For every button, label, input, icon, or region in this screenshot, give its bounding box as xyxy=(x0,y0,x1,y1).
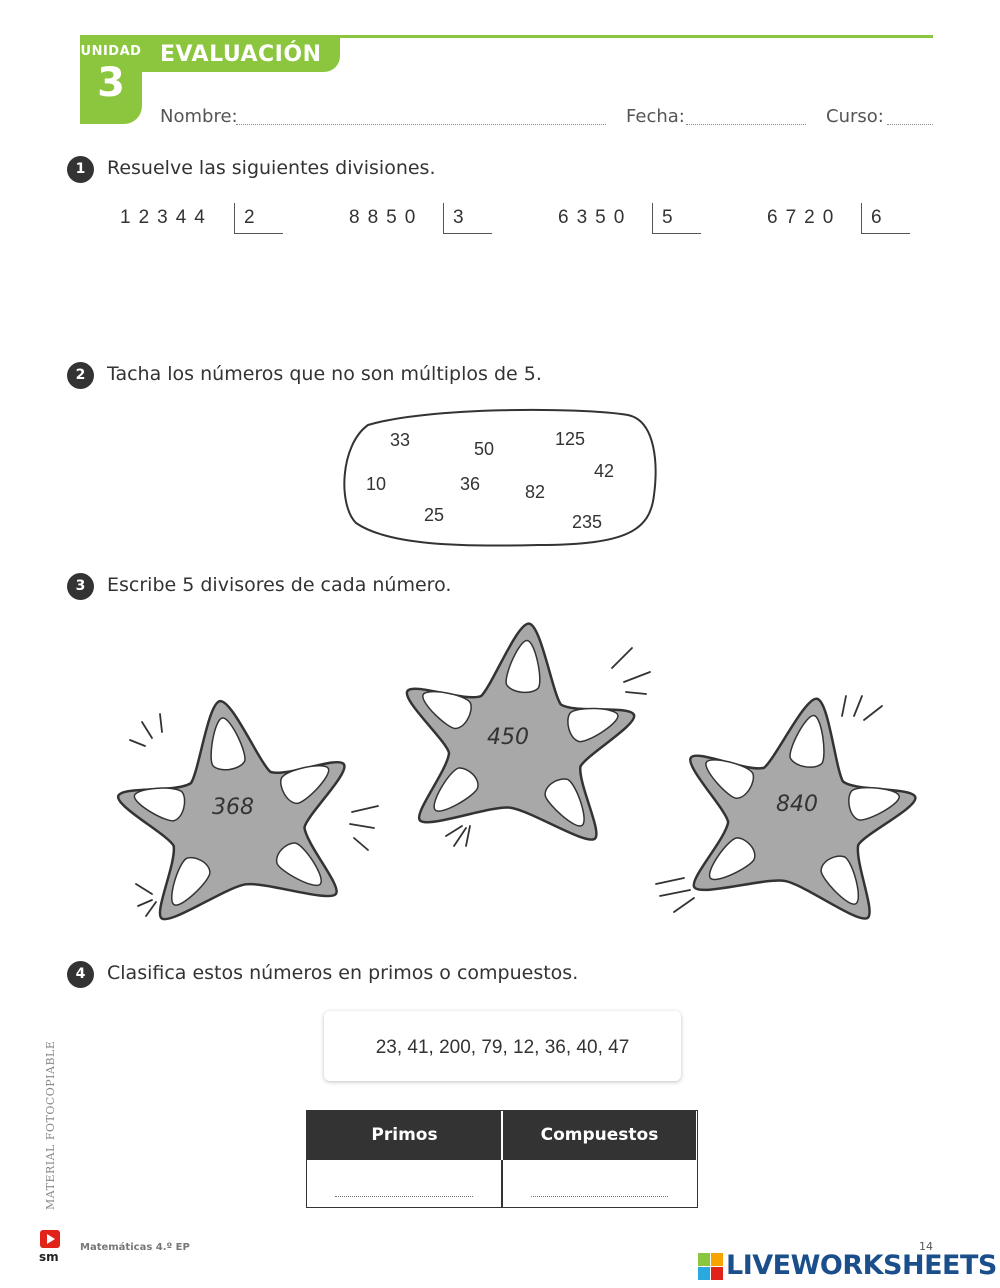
unit-number: 3 xyxy=(97,60,125,106)
table-header-compuestos: Compuestos xyxy=(503,1111,696,1160)
blob-number[interactable]: 42 xyxy=(594,461,615,481)
title-tab xyxy=(142,38,340,72)
division-divisor: 6 xyxy=(871,207,882,228)
blob-number[interactable]: 25 xyxy=(424,505,445,525)
division-divisor: 2 xyxy=(244,207,255,228)
division-divisor: 5 xyxy=(662,207,673,228)
side-note: MATERIAL FOTOCOPIABLE xyxy=(44,1040,57,1210)
date-label: Fecha: xyxy=(626,106,685,127)
question-text-4: Clasifica estos números en primos o compuestos. xyxy=(107,962,579,984)
star-number-368: 368 xyxy=(212,795,254,820)
division-box-2[interactable] xyxy=(443,203,492,234)
date-field[interactable] xyxy=(686,124,806,125)
primos-answer-cell[interactable] xyxy=(307,1160,501,1207)
sm-logo-icon xyxy=(38,1228,64,1264)
question-number-4: 4 xyxy=(67,961,94,988)
division-box-3[interactable] xyxy=(652,203,701,234)
answer-line xyxy=(335,1196,473,1197)
star-number-840: 840 xyxy=(776,792,818,817)
question-text-3: Escribe 5 divisores de cada número. xyxy=(107,574,452,596)
liveworksheets-logo-icon xyxy=(698,1252,724,1282)
division-box-1[interactable] xyxy=(234,203,283,234)
publisher-label: sm xyxy=(39,1250,59,1264)
numbers-note xyxy=(324,1011,681,1081)
table-header-primos: Primos xyxy=(307,1111,502,1160)
question-number-1: 1 xyxy=(67,156,94,183)
name-label: Nombre: xyxy=(160,106,238,127)
course-field[interactable] xyxy=(887,124,933,125)
blob-number[interactable]: 36 xyxy=(460,474,481,494)
course-label: Curso: xyxy=(826,106,884,127)
classify-table xyxy=(306,1110,698,1208)
division-dividend-1: 12344 xyxy=(120,207,213,228)
question-text-1: Resuelve las siguientes divisiones. xyxy=(107,157,436,179)
division-box-4[interactable] xyxy=(861,203,910,234)
blob-number[interactable]: 10 xyxy=(366,474,387,494)
name-field[interactable] xyxy=(236,124,606,125)
compuestos-answer-cell[interactable] xyxy=(503,1160,696,1207)
question-text-2: Tacha los números que no son múltiplos de 5. xyxy=(107,363,542,385)
brand-name[interactable]: LIVEWORKSHEETS xyxy=(726,1250,997,1281)
division-divisor: 3 xyxy=(453,207,464,228)
blob-number[interactable]: 50 xyxy=(474,439,495,459)
page-number: 14 xyxy=(919,1240,933,1253)
book-title: Matemáticas 4.º EP xyxy=(80,1242,190,1253)
blob-number[interactable]: 33 xyxy=(390,430,411,450)
blob-number[interactable]: 125 xyxy=(555,429,586,449)
division-dividend-3: 6350 xyxy=(558,207,633,228)
classify-numbers: 23, 41, 200, 79, 12, 36, 40, 47 xyxy=(375,1037,630,1058)
answer-line xyxy=(531,1196,668,1197)
blob-number[interactable]: 82 xyxy=(525,482,546,502)
question-number-3: 3 xyxy=(67,573,94,600)
division-dividend-2: 8850 xyxy=(349,207,424,228)
blob-number[interactable]: 235 xyxy=(572,512,603,532)
unit-label: UNIDAD xyxy=(80,44,142,59)
unit-badge xyxy=(80,38,142,124)
division-dividend-4: 6720 xyxy=(767,207,842,228)
star-number-450: 450 xyxy=(487,725,529,750)
question-number-2: 2 xyxy=(67,362,94,389)
page-title: EVALUACIÓN xyxy=(160,42,322,67)
stars-illustration xyxy=(0,600,1000,950)
